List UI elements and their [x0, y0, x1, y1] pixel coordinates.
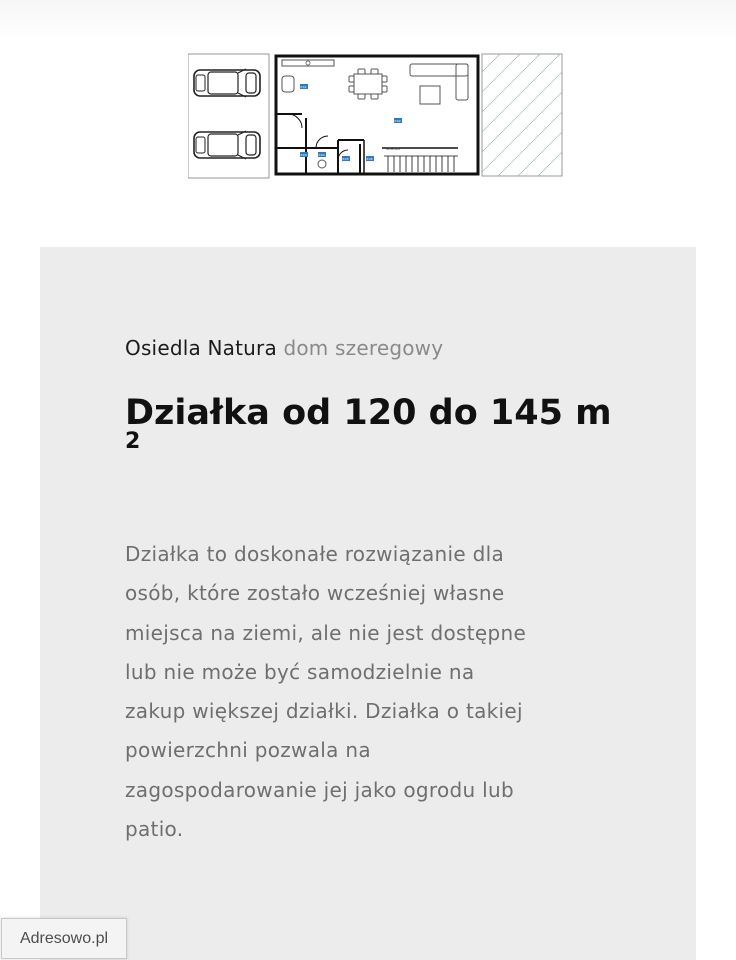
description-line: lub nie może być samodzielnie na [125, 659, 475, 684]
subtitle-brand: Osiedla Natura [125, 336, 277, 360]
description-line: patio. [125, 817, 184, 842]
description-line: zakup większej działki. Działka o takiej [125, 699, 523, 724]
car-icon [194, 131, 260, 159]
plot-size-heading [125, 393, 612, 455]
svg-text:P.05: P.05 [342, 156, 349, 161]
subtitle-type: dom szeregowy [283, 336, 444, 360]
stairs-label: SCHODY [386, 147, 401, 151]
description-line: miejsca na ziemi, ale nie jest dostępne [125, 620, 527, 645]
heading-main: Działka od 120 do 145 m [125, 393, 612, 433]
description-line: zagospodarowanie jej jako ogrodu lub [125, 777, 514, 802]
description-line: osób, które zostało wcześniej własne [125, 581, 505, 606]
terrace-area [482, 54, 564, 176]
adresowo-watermark: Adresowo.pl [1, 918, 127, 959]
svg-text:P.02: P.02 [394, 118, 401, 123]
svg-text:P.06: P.06 [366, 156, 373, 161]
info-card [40, 247, 696, 960]
description-line: powierzchni pozwala na [125, 738, 371, 763]
project-subtitle [125, 336, 443, 360]
svg-text:P.04: P.04 [318, 152, 325, 157]
svg-text:P.03: P.03 [300, 152, 307, 157]
description [125, 535, 625, 849]
floor-plan-image [188, 52, 564, 180]
heading-exponent: 2 [125, 429, 141, 454]
car-icon [194, 69, 260, 97]
description-line: Działka to doskonałe rozwiązanie dla [125, 542, 505, 566]
svg-text:P.01: P.01 [300, 84, 307, 89]
